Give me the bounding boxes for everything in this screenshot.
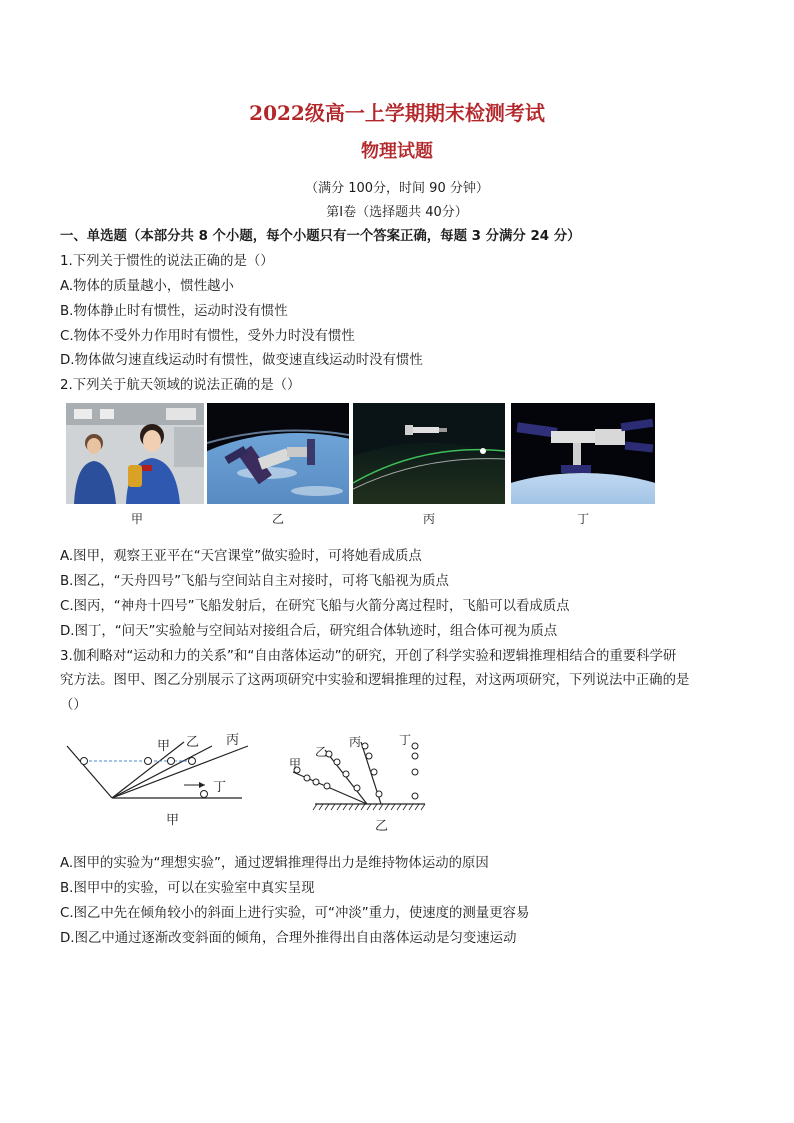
q2-option-a: A.图甲，观察王亚平在“天宫课堂”做实验时，可将她看成质点 bbox=[60, 549, 422, 564]
q3-stem-line1: 3.伽利略对“运动和力的关系”和“自由落体运动”的研究，开创了科学实验和逻辑推理相结合的重要科学研 bbox=[60, 649, 677, 664]
volume-heading: 第Ⅰ卷（选择题共 40分） bbox=[326, 205, 468, 220]
q1-option-a: A.物体的质量越小，惯性越小 bbox=[60, 279, 234, 294]
q3-option-a: A.图甲的实验为“理想实验”，通过逻辑推理得出力是维持物体运动的原因 bbox=[60, 856, 489, 871]
q3-option-c: C.图乙中先在倾角较小的斜面上进行实验，可“冲淡”重力，使速度的测量更容易 bbox=[60, 906, 530, 921]
q2-stem: 2.下列关于航天领域的说法正确的是（） bbox=[60, 378, 301, 393]
fig-yi-label-ding: 丁 bbox=[399, 733, 412, 747]
fig-yi-label-yi: 乙 bbox=[315, 745, 328, 759]
q1-option-b: B.物体静止时有惯性，运动时没有惯性 bbox=[60, 304, 288, 319]
photo-launch bbox=[353, 403, 505, 504]
photo-station bbox=[511, 403, 655, 504]
fig-jia-caption: 甲 bbox=[166, 813, 180, 828]
caption-jia: 甲 bbox=[130, 512, 143, 526]
fig-yi-label-bing: 丙 bbox=[349, 735, 362, 749]
exam-title: 2022级高一上学期期末检测考试 bbox=[249, 101, 545, 125]
fig-yi-label-jia: 甲 bbox=[289, 757, 302, 771]
q2-option-c: C.图丙，“神舟十四号”飞船发射后，在研究飞船与火箭分离过程时，飞船可以看成质点 bbox=[60, 599, 570, 614]
q1-option-d: D.物体做匀速直线运动时有惯性，做变速直线运动时没有惯性 bbox=[60, 353, 423, 368]
fig-jia-label-jia: 甲 bbox=[157, 739, 171, 754]
subject-title: 物理试题 bbox=[361, 141, 433, 162]
photo-astronauts bbox=[66, 403, 204, 504]
fig-jia-label-yi: 乙 bbox=[186, 735, 200, 750]
q2-option-d: D.图丁，“问天”实验舱与空间站对接组合后，研究组合体轨迹时，组合体可视为质点 bbox=[60, 624, 558, 639]
q3-option-d: D.图乙中通过逐渐改变斜面的倾角，合理外推得出自由落体运动是匀变速运动 bbox=[60, 931, 517, 946]
fig-yi-caption: 乙 bbox=[375, 819, 389, 834]
q1-stem: 1.下列关于惯性的说法正确的是（） bbox=[60, 254, 274, 269]
q3-option-b: B.图甲中的实验，可以在实验室中真实呈现 bbox=[60, 881, 315, 896]
caption-bing: 丙 bbox=[422, 512, 435, 526]
section-heading: 一、单选题（本部分共 8 个小题，每个小题只有一个答案正确，每题 3 分满分 24 分） bbox=[60, 229, 581, 244]
q1-option-c: C.物体不受外力作用时有惯性，受外力时没有惯性 bbox=[60, 329, 355, 344]
caption-yi: 乙 bbox=[271, 512, 284, 526]
photo-docking bbox=[207, 403, 349, 504]
figure-yi-free-fall-inclines bbox=[285, 728, 445, 836]
figure-jia-ideal-experiment bbox=[62, 728, 257, 830]
fig-jia-label-ding: 丁 bbox=[213, 780, 227, 795]
fig-jia-label-bing: 丙 bbox=[226, 733, 240, 748]
caption-ding: 丁 bbox=[576, 512, 589, 526]
q2-option-b: B.图乙，“天舟四号”飞船与空间站自主对接时，可将飞船视为质点 bbox=[60, 574, 449, 589]
q3-stem-line3: （） bbox=[60, 698, 87, 713]
exam-info: （满分 100分，时间 90 分钟） bbox=[305, 181, 489, 196]
q3-stem-line2: 究方法。图甲、图乙分别展示了这两项研究中实验和逻辑推理的过程，对这两项研究，下列说法中正确的是 bbox=[60, 673, 690, 688]
